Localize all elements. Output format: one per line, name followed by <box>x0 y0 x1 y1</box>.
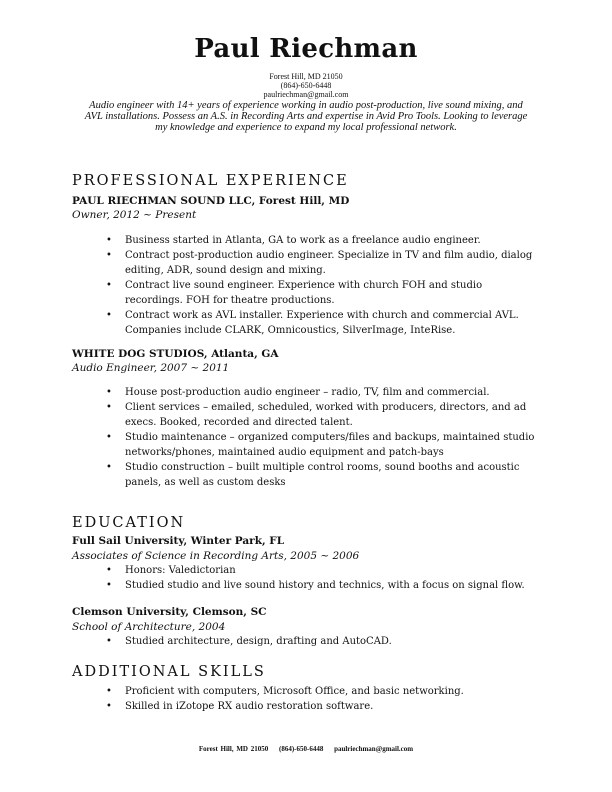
bullet-item <box>108 385 538 400</box>
bullet-icon: • <box>106 402 112 413</box>
bullet-icon: • <box>106 686 112 697</box>
bullet-icon: • <box>106 580 112 591</box>
job-bullet-list <box>108 385 538 490</box>
candidate-name: Paul Riechman <box>194 34 418 64</box>
bullet-item <box>108 400 538 430</box>
bullet-item <box>108 233 538 248</box>
bullet-item <box>108 563 538 578</box>
job-bullet-list <box>108 233 538 338</box>
bullet-item <box>108 460 538 490</box>
degree: School of Architecture, 2004 <box>72 621 226 633</box>
skills-bullet-list <box>108 684 538 714</box>
bullet-icon: • <box>106 310 112 321</box>
school-name: Full Sail University, Winter Park, FL <box>72 535 285 547</box>
bullet-text: Studio maintenance – organized computers/files and backups, maintained studio networks/phones, maintained audio equipment and patch-bays <box>125 432 535 458</box>
bullet-icon: • <box>106 432 112 443</box>
page-footer <box>0 745 612 753</box>
header-location: Forest Hill, MD 21050 <box>269 72 343 81</box>
bullet-text: Honors: Valedictorian <box>125 565 236 576</box>
bullet-icon: • <box>106 280 112 291</box>
job-title: Owner, 2012 ~ Present <box>72 209 197 221</box>
header-email: paulriechman@gmail.com <box>263 90 349 99</box>
footer-email: paulriechman@gmail.com <box>334 745 414 753</box>
bullet-icon: • <box>106 462 112 473</box>
bullet-item <box>108 684 538 699</box>
school-bullet-list <box>108 634 538 649</box>
bullet-text: Studio construction – built multiple control rooms, sound booths and acoustic panels, as well as custom desks <box>125 462 520 488</box>
footer-phone: (864)-650-6448 <box>279 745 324 753</box>
bullet-item <box>108 634 538 649</box>
degree: Associates of Science in Recording Arts, 2005 ~ 2006 <box>72 550 360 562</box>
bullet-text: Skilled in iZotope RX audio restoration software. <box>125 701 374 712</box>
school-name: Clemson University, Clemson, SC <box>72 606 267 618</box>
bullet-text: Business started in Atlanta, GA to work as a freelance audio engineer. <box>125 235 481 246</box>
bullet-item <box>108 699 538 714</box>
bullet-icon: • <box>106 235 112 246</box>
bullet-text: Studied studio and live sound history and technics, with a focus on signal flow. <box>125 580 525 591</box>
section-heading-education: EDUCATION <box>72 515 186 531</box>
bullet-text: Proficient with computers, Microsoft Office, and basic networking. <box>125 686 464 697</box>
bullet-item <box>108 308 538 338</box>
header-phone: (864)-650-6448 <box>280 81 332 90</box>
bullet-icon: • <box>106 387 112 398</box>
school-bullet-list <box>108 563 538 593</box>
bullet-icon: • <box>106 636 112 647</box>
bullet-item <box>108 430 538 460</box>
section-heading-experience: PROFESSIONAL EXPERIENCE <box>72 173 349 189</box>
job-employer: WHITE DOG STUDIOS, Atlanta, GA <box>72 348 279 360</box>
bullet-item <box>108 578 538 593</box>
bullet-text: Contract live sound engineer. Experience with church FOH and studio recordings. FOH for theatre productions. <box>125 280 483 306</box>
bullet-text: House post-production audio engineer – radio, TV, film and commercial. <box>125 387 490 398</box>
bullet-item <box>108 278 538 308</box>
job-title: Audio Engineer, 2007 ~ 2011 <box>72 362 230 374</box>
bullet-text: Studied architecture, design, drafting and AutoCAD. <box>125 636 392 647</box>
bullet-text: Client services – emailed, scheduled, worked with producers, directors, and ad execs. Booked, recorded and directed talent. <box>125 402 527 428</box>
bullet-icon: • <box>106 250 112 261</box>
bullet-item <box>108 248 538 278</box>
footer-location: Forest Hill, MD 21050 <box>198 745 269 753</box>
bullet-text: Contract post-production audio engineer. Specialize in TV and film audio, dialog editing, ADR, sound design and mixing. <box>125 250 533 276</box>
bullet-text: Contract work as AVL installer. Experience with church and commercial AVL. Companies include CLARK, Omnicoustics, SilverImage, InteRise. <box>125 310 519 336</box>
bullet-icon: • <box>106 565 112 576</box>
section-heading-skills: ADDITIONAL SKILLS <box>72 664 266 680</box>
bullet-icon: • <box>106 701 112 712</box>
professional-summary: Audio engineer with 14+ years of experience working in audio post-production, live sound mixing, and AVL installations. Possess an A.S. in Recording Arts and expertise in Avid Pro Tools. Looking to leverage my knowledge and experience to expand my local professional network. <box>84 100 528 133</box>
job-employer: PAUL RIECHMAN SOUND LLC, Forest Hill, MD <box>72 195 350 207</box>
